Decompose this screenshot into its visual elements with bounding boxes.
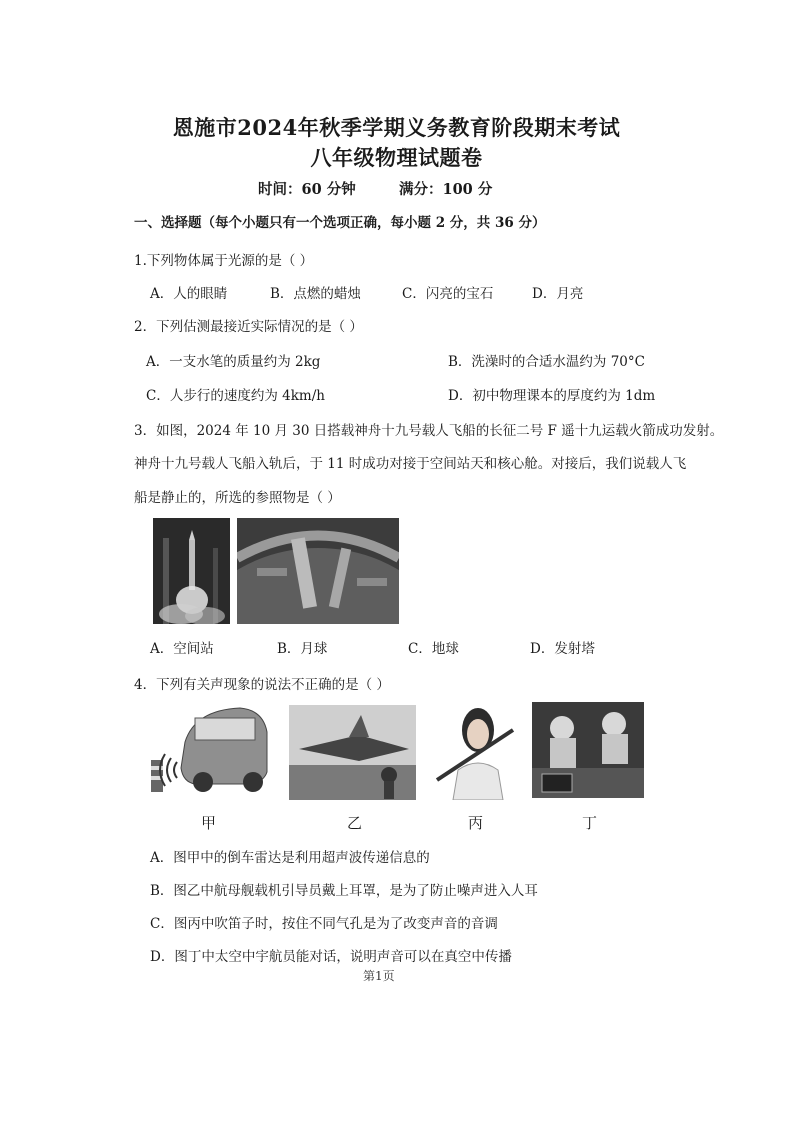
question-2-option-b: B．洗澡时的合适水温约为 70°C <box>448 354 645 370</box>
exam-time: 时间：60 分钟 <box>258 181 356 198</box>
rocket-launch-photo <box>153 518 230 624</box>
question-1-option-b: B．点燃的蜡烛 <box>270 286 361 302</box>
question-3-stem-line3: 船是静止的，所选的参照物是（ ） <box>134 490 341 506</box>
question-1-option-c: C．闪亮的宝石 <box>402 286 494 302</box>
question-2-option-c: C．人步行的速度约为 4km/h <box>146 388 325 404</box>
question-2-stem: 2．下列估测最接近实际情况的是（ ） <box>134 319 363 335</box>
question-3-option-b: B．月球 <box>277 641 328 657</box>
question-3-option-d: D．发射塔 <box>530 641 595 657</box>
question-4-option-c: C．图丙中吹笛子时，按住不同气孔是为了改变声音的音调 <box>150 916 498 932</box>
question-1-stem: 1.下列物体属于光源的是（ ） <box>134 253 314 269</box>
flute-player-figure <box>433 700 516 800</box>
question-3-option-a: A．空间站 <box>150 641 214 657</box>
section-heading: 一、选择题（每个小题只有一个选项正确，每小题 2 分，共 36 分） <box>134 215 546 231</box>
exam-subtitle: 八年级物理试题卷 <box>310 145 483 170</box>
figure-label-yi: 乙 <box>347 814 363 832</box>
question-2-option-d: D．初中物理课本的厚度约为 1dm <box>448 388 656 404</box>
question-4-stem: 4．下列有关声现象的说法不正确的是（ ） <box>134 677 390 693</box>
astronauts-figure <box>532 702 644 798</box>
question-3-option-c: C．地球 <box>408 641 459 657</box>
figure-label-bing: 丙 <box>468 814 484 832</box>
exam-title: 恩施市2024年秋季学期义务教育阶段期末考试 <box>172 115 621 140</box>
exam-score: 满分：100 分 <box>399 181 493 198</box>
question-4-option-a: A．图甲中的倒车雷达是利用超声波传递信息的 <box>150 850 430 866</box>
figure-label-jia: 甲 <box>201 814 217 832</box>
aircraft-carrier-figure <box>289 705 416 800</box>
question-1-option-a: A．人的眼睛 <box>150 286 228 302</box>
page-number: 第1页 <box>363 969 395 983</box>
question-1-option-d: D．月亮 <box>532 286 584 302</box>
question-3-stem-line2: 神舟十九号载人飞船入轨后，于 11 时成功对接于空间站天和核心舱。对接后，我们说载人飞 <box>134 456 687 472</box>
reversing-radar-figure <box>145 702 269 800</box>
question-3-stem-line1: 3．如图，2024 年 10 月 30 日搭载神舟十九号载人飞船的长征二号 F 遥十九运载火箭成功发射。 <box>134 423 724 439</box>
figure-label-ding: 丁 <box>582 814 598 832</box>
question-4-option-d: D．图丁中太空中宇航员能对话，说明声音可以在真空中传播 <box>150 949 512 965</box>
space-station-photo <box>237 518 399 624</box>
question-4-option-b: B．图乙中航母舰载机引导员戴上耳罩，是为了防止噪声进入人耳 <box>150 883 538 899</box>
question-2-option-a: A．一支水笔的质量约为 2kg <box>146 354 321 370</box>
